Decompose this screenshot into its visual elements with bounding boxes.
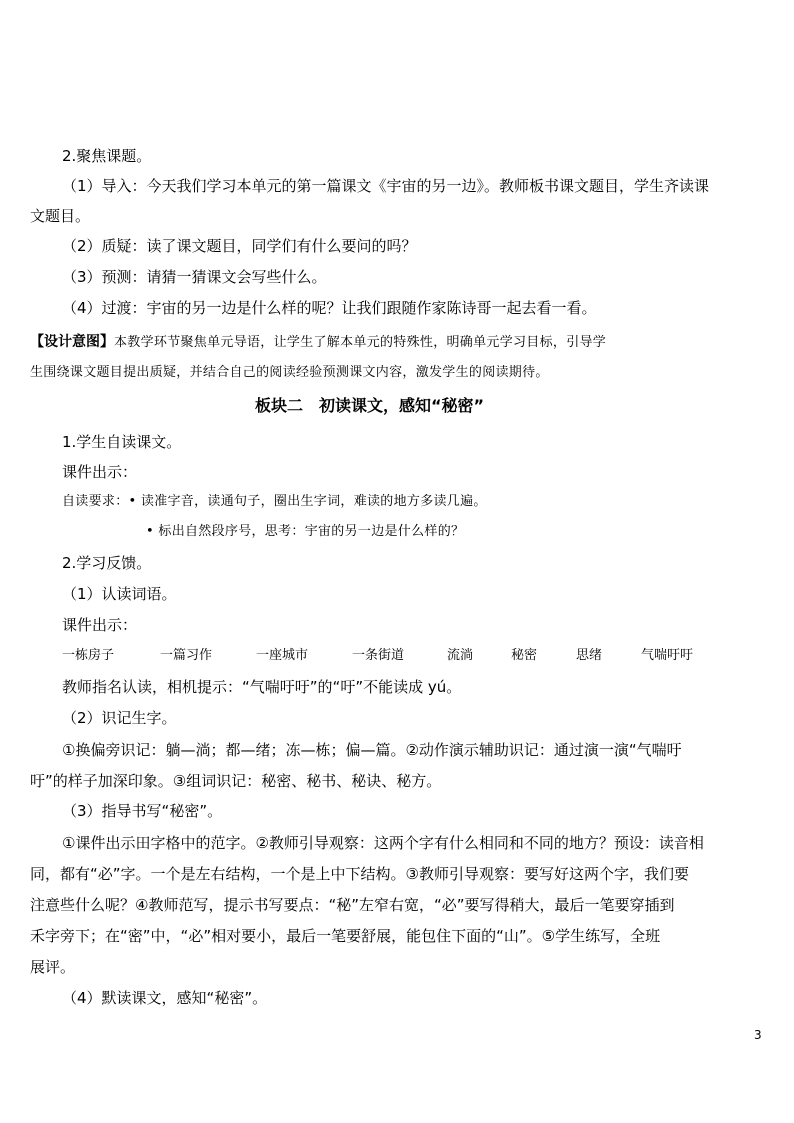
page-number: 3	[754, 1028, 762, 1042]
paragraph-line: （3）预测：请猜一猜课文会写些什么。	[62, 268, 327, 286]
paragraph-line: （4）过渡：宇宙的另一边是什么样的呢？让我们跟随作家陈诗哥一起去看一看。	[62, 299, 597, 317]
step-heading: 2.聚焦课题。	[62, 147, 152, 165]
courseware-label: 课件出示：	[62, 463, 138, 481]
design-intent-text: 本教学环节聚焦单元导语，让学生了解本单元的特殊性，明确单元学习目标，引导学	[114, 335, 607, 350]
design-intent-label: 【设计意图】	[30, 334, 114, 350]
section-title: 板块二 初读课文，感知“秘密”	[255, 396, 485, 415]
vocab-word: 一条街道	[352, 648, 405, 663]
sub-heading: （1）认读词语。	[62, 585, 177, 603]
vocab-word: 秘密	[511, 648, 538, 663]
paragraph-line: 吁”的样子加深印象。③组词识记：秘密、秘书、秘诀、秘方。	[30, 772, 442, 790]
sub-heading: （4）默读课文，感知“秘密”。	[62, 989, 268, 1007]
vocab-word: 流淌	[447, 648, 474, 663]
vocab-word: 一栋房子	[62, 648, 115, 663]
vocab-word: 一座城市	[256, 648, 309, 663]
reading-requirement: • 标出自然段序号，思考：宇宙的另一边是什么样的？	[146, 524, 465, 539]
paragraph-line: 文题目。	[30, 207, 91, 225]
paragraph-line: ①换偏旁识记：躺—淌；都—绪；冻—栋；偏—篇。②动作演示辅助识记：通过演一演“气喘吁	[62, 741, 682, 759]
paragraph-line: （1）导入：今天我们学习本单元的第一篇课文《宇宙的另一边》。教师板书课文题目，学生齐读课	[62, 177, 710, 195]
step-heading: 1.学生自读课文。	[62, 433, 182, 451]
sub-heading: （3）指导书写“秘密”。	[62, 802, 223, 820]
vocab-word: 一篇习作	[160, 648, 213, 663]
design-intent-line	[30, 331, 606, 353]
courseware-label: 课件出示：	[62, 616, 138, 634]
vocab-word: 思绪	[576, 648, 603, 663]
paragraph-line: 禾字旁下；在“密”中，“必”相对要小，最后一笔要舒展，能包住下面的“山”。⑤学生练写，全班	[30, 927, 661, 945]
paragraph-line: 教师指名认读，相机提示：“气喘吁吁”的“吁”不能读成 yú。	[62, 678, 462, 696]
reading-requirement: 自读要求：• 读准字音，读通句子，圈出生字词，难读的地方多读几遍。	[62, 494, 487, 509]
design-intent-line: 生围绕课文题目提出质疑，并结合自己的阅读经验预测课文内容，激发学生的阅读期待。	[30, 365, 549, 380]
sub-heading: （2）识记生字。	[62, 709, 177, 727]
paragraph-line: ①课件出示田字格中的范字。②教师引导观察：这两个字有什么相同和不同的地方？预设：读音相	[62, 834, 704, 852]
vocab-word: 气喘吁吁	[641, 648, 694, 663]
paragraph-line: 展评。	[30, 958, 76, 976]
step-heading: 2.学习反馈。	[62, 554, 152, 572]
paragraph-line: 注意些什么呢？④教师范写，提示书写要点：“秘”左窄右宽，“必”要写得稍大，最后一笔要穿插到	[30, 896, 675, 914]
paragraph-line: 同，都有“必”字。一个是左右结构，一个是上中下结构。③教师引导观察：要写好这两个字，我们要	[30, 865, 689, 883]
paragraph-line: （2）质疑：读了课文题目，同学们有什么要问的吗？	[62, 237, 417, 255]
